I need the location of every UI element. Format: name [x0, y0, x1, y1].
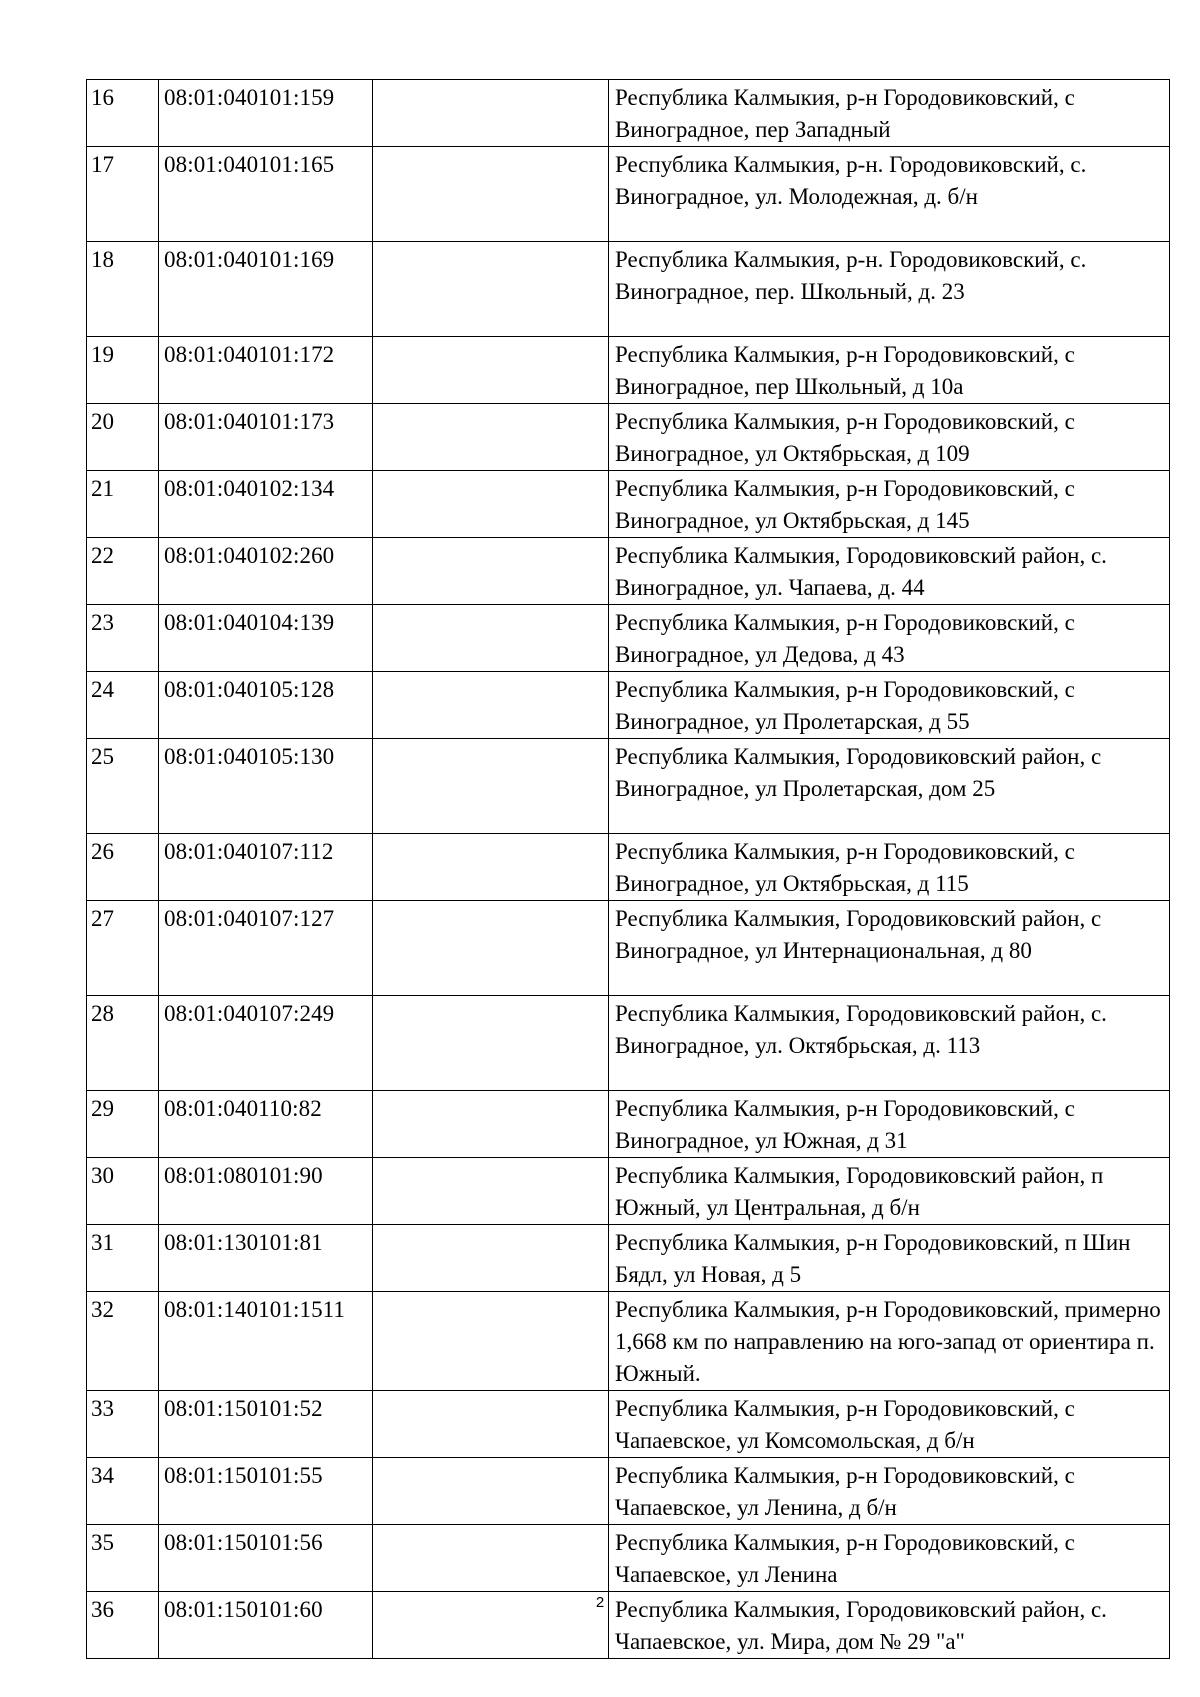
row-number: 33 — [87, 1391, 159, 1458]
cadastral-number: 08:01:040101:165 — [159, 147, 373, 242]
empty-cell — [373, 834, 609, 901]
row-number: 26 — [87, 834, 159, 901]
row-number: 22 — [87, 538, 159, 605]
cadastral-number: 08:01:080101:90 — [159, 1158, 373, 1225]
page-number: 2 — [595, 1594, 605, 1611]
row-number: 35 — [87, 1525, 159, 1592]
table-row — [87, 996, 1170, 1091]
address-cell: Республика Калмыкия, р-н Городовиковский, с Виноградное, ул Южная, д 31 — [609, 1091, 1170, 1158]
table-row — [87, 1525, 1170, 1592]
table-row — [87, 1158, 1170, 1225]
address-cell: Республика Калмыкия, р-н. Городовиковский, с. Виноградное, ул. Молодежная, д. б/н — [609, 147, 1170, 242]
table-row — [87, 147, 1170, 242]
table-row — [87, 80, 1170, 147]
cadastral-number: 08:01:150101:55 — [159, 1458, 373, 1525]
address-cell: Республика Калмыкия, р-н Городовиковский, с Виноградное, ул Октябрьская, д 109 — [609, 404, 1170, 471]
cadastral-number: 08:01:040101:172 — [159, 337, 373, 404]
cadastral-number: 08:01:040110:82 — [159, 1091, 373, 1158]
row-number: 27 — [87, 901, 159, 996]
cadastral-number: 08:01:040102:260 — [159, 538, 373, 605]
cadastral-number: 08:01:040104:139 — [159, 605, 373, 672]
row-number: 28 — [87, 996, 159, 1091]
address-cell: Республика Калмыкия, Городовиковский район, с. Виноградное, ул. Октябрьская, д. 113 — [609, 996, 1170, 1091]
row-number: 18 — [87, 242, 159, 337]
empty-cell — [373, 1091, 609, 1158]
cadastral-number: 08:01:130101:81 — [159, 1225, 373, 1292]
empty-cell — [373, 1391, 609, 1458]
cadastral-number: 08:01:040107:112 — [159, 834, 373, 901]
empty-cell — [373, 404, 609, 471]
empty-cell — [373, 242, 609, 337]
cadastral-number: 08:01:040105:130 — [159, 739, 373, 834]
table-row — [87, 337, 1170, 404]
table-row — [87, 834, 1170, 901]
address-cell: Республика Калмыкия, р-н Городовиковский, с Виноградное, ул Пролетарская, д 55 — [609, 672, 1170, 739]
table-row — [87, 1458, 1170, 1525]
empty-cell — [373, 605, 609, 672]
address-cell: Республика Калмыкия, р-н Городовиковский, с Чапаевское, ул Ленина — [609, 1525, 1170, 1592]
cadastral-number: 08:01:040101:173 — [159, 404, 373, 471]
empty-cell — [373, 147, 609, 242]
empty-cell — [373, 1292, 609, 1391]
address-cell: Республика Калмыкия, р-н Городовиковский, с Чапаевское, ул Ленина, д б/н — [609, 1458, 1170, 1525]
cadastral-number: 08:01:150101:56 — [159, 1525, 373, 1592]
address-cell: Республика Калмыкия, р-н Городовиковский, примерно 1,668 км по направлению на юго-запад от ориентира п. Южный. — [609, 1292, 1170, 1391]
row-number: 20 — [87, 404, 159, 471]
table-row — [87, 242, 1170, 337]
address-cell: Республика Калмыкия, р-н Городовиковский, с Виноградное, ул Дедова, д 43 — [609, 605, 1170, 672]
table-row — [87, 471, 1170, 538]
empty-cell — [373, 337, 609, 404]
address-cell: Республика Калмыкия, Городовиковский район, п Южный, ул Центральная, д б/н — [609, 1158, 1170, 1225]
row-number: 32 — [87, 1292, 159, 1391]
table-row — [87, 605, 1170, 672]
empty-cell — [373, 1525, 609, 1592]
empty-cell — [373, 1225, 609, 1292]
address-cell: Республика Калмыкия, р-н Городовиковский, с Чапаевское, ул Комсомольская, д б/н — [609, 1391, 1170, 1458]
cadastral-number: 08:01:140101:1511 — [159, 1292, 373, 1391]
cadastral-number: 08:01:040107:127 — [159, 901, 373, 996]
empty-cell — [373, 471, 609, 538]
empty-cell — [373, 1458, 609, 1525]
row-number: 19 — [87, 337, 159, 404]
cadastral-number: 08:01:040102:134 — [159, 471, 373, 538]
table-row — [87, 404, 1170, 471]
row-number: 36 — [87, 1592, 159, 1659]
cadastral-number: 08:01:040101:169 — [159, 242, 373, 337]
cadastral-number: 08:01:040107:249 — [159, 996, 373, 1091]
table-row — [87, 1292, 1170, 1391]
cadastral-number: 08:01:040101:159 — [159, 80, 373, 147]
row-number: 34 — [87, 1458, 159, 1525]
table-row — [87, 901, 1170, 996]
row-number: 25 — [87, 739, 159, 834]
row-number: 24 — [87, 672, 159, 739]
row-number: 29 — [87, 1091, 159, 1158]
table-row — [87, 1391, 1170, 1458]
property-table — [86, 79, 1170, 1659]
empty-cell — [373, 739, 609, 834]
empty-cell — [373, 901, 609, 996]
empty-cell — [373, 996, 609, 1091]
address-cell: Республика Калмыкия, Городовиковский район, с Виноградное, ул Интернациональная, д 80 — [609, 901, 1170, 996]
address-cell: Республика Калмыкия, Городовиковский район, с. Чапаевское, ул. Мира, дом № 29 "а" — [609, 1592, 1170, 1659]
address-cell: Республика Калмыкия, Городовиковский район, с. Виноградное, ул. Чапаева, д. 44 — [609, 538, 1170, 605]
row-number: 16 — [87, 80, 159, 147]
cadastral-number: 08:01:040105:128 — [159, 672, 373, 739]
table-row — [87, 1091, 1170, 1158]
cadastral-number: 08:01:150101:60 — [159, 1592, 373, 1659]
table-row — [87, 739, 1170, 834]
table-row — [87, 672, 1170, 739]
row-number: 30 — [87, 1158, 159, 1225]
address-cell: Республика Калмыкия, р-н Городовиковский, с Виноградное, пер Школьный, д 10а — [609, 337, 1170, 404]
empty-cell — [373, 1158, 609, 1225]
empty-cell — [373, 538, 609, 605]
address-cell: Республика Калмыкия, р-н Городовиковский, п Шин Бядл, ул Новая, д 5 — [609, 1225, 1170, 1292]
address-cell: Республика Калмыкия, р-н. Городовиковский, с. Виноградное, пер. Школьный, д. 23 — [609, 242, 1170, 337]
row-number: 17 — [87, 147, 159, 242]
address-cell: Республика Калмыкия, р-н Городовиковский, с Виноградное, ул Октябрьская, д 115 — [609, 834, 1170, 901]
address-cell: Республика Калмыкия, Городовиковский район, с Виноградное, ул Пролетарская, дом 25 — [609, 739, 1170, 834]
empty-cell — [373, 80, 609, 147]
address-cell: Республика Калмыкия, р-н Городовиковский, с Виноградное, ул Октябрьская, д 145 — [609, 471, 1170, 538]
cadastral-number: 08:01:150101:52 — [159, 1391, 373, 1458]
empty-cell — [373, 672, 609, 739]
table-row — [87, 538, 1170, 605]
address-cell: Республика Калмыкия, р-н Городовиковский, с Виноградное, пер Западный — [609, 80, 1170, 147]
table-body — [87, 80, 1170, 1659]
table-row — [87, 1225, 1170, 1292]
row-number: 31 — [87, 1225, 159, 1292]
row-number: 23 — [87, 605, 159, 672]
row-number: 21 — [87, 471, 159, 538]
